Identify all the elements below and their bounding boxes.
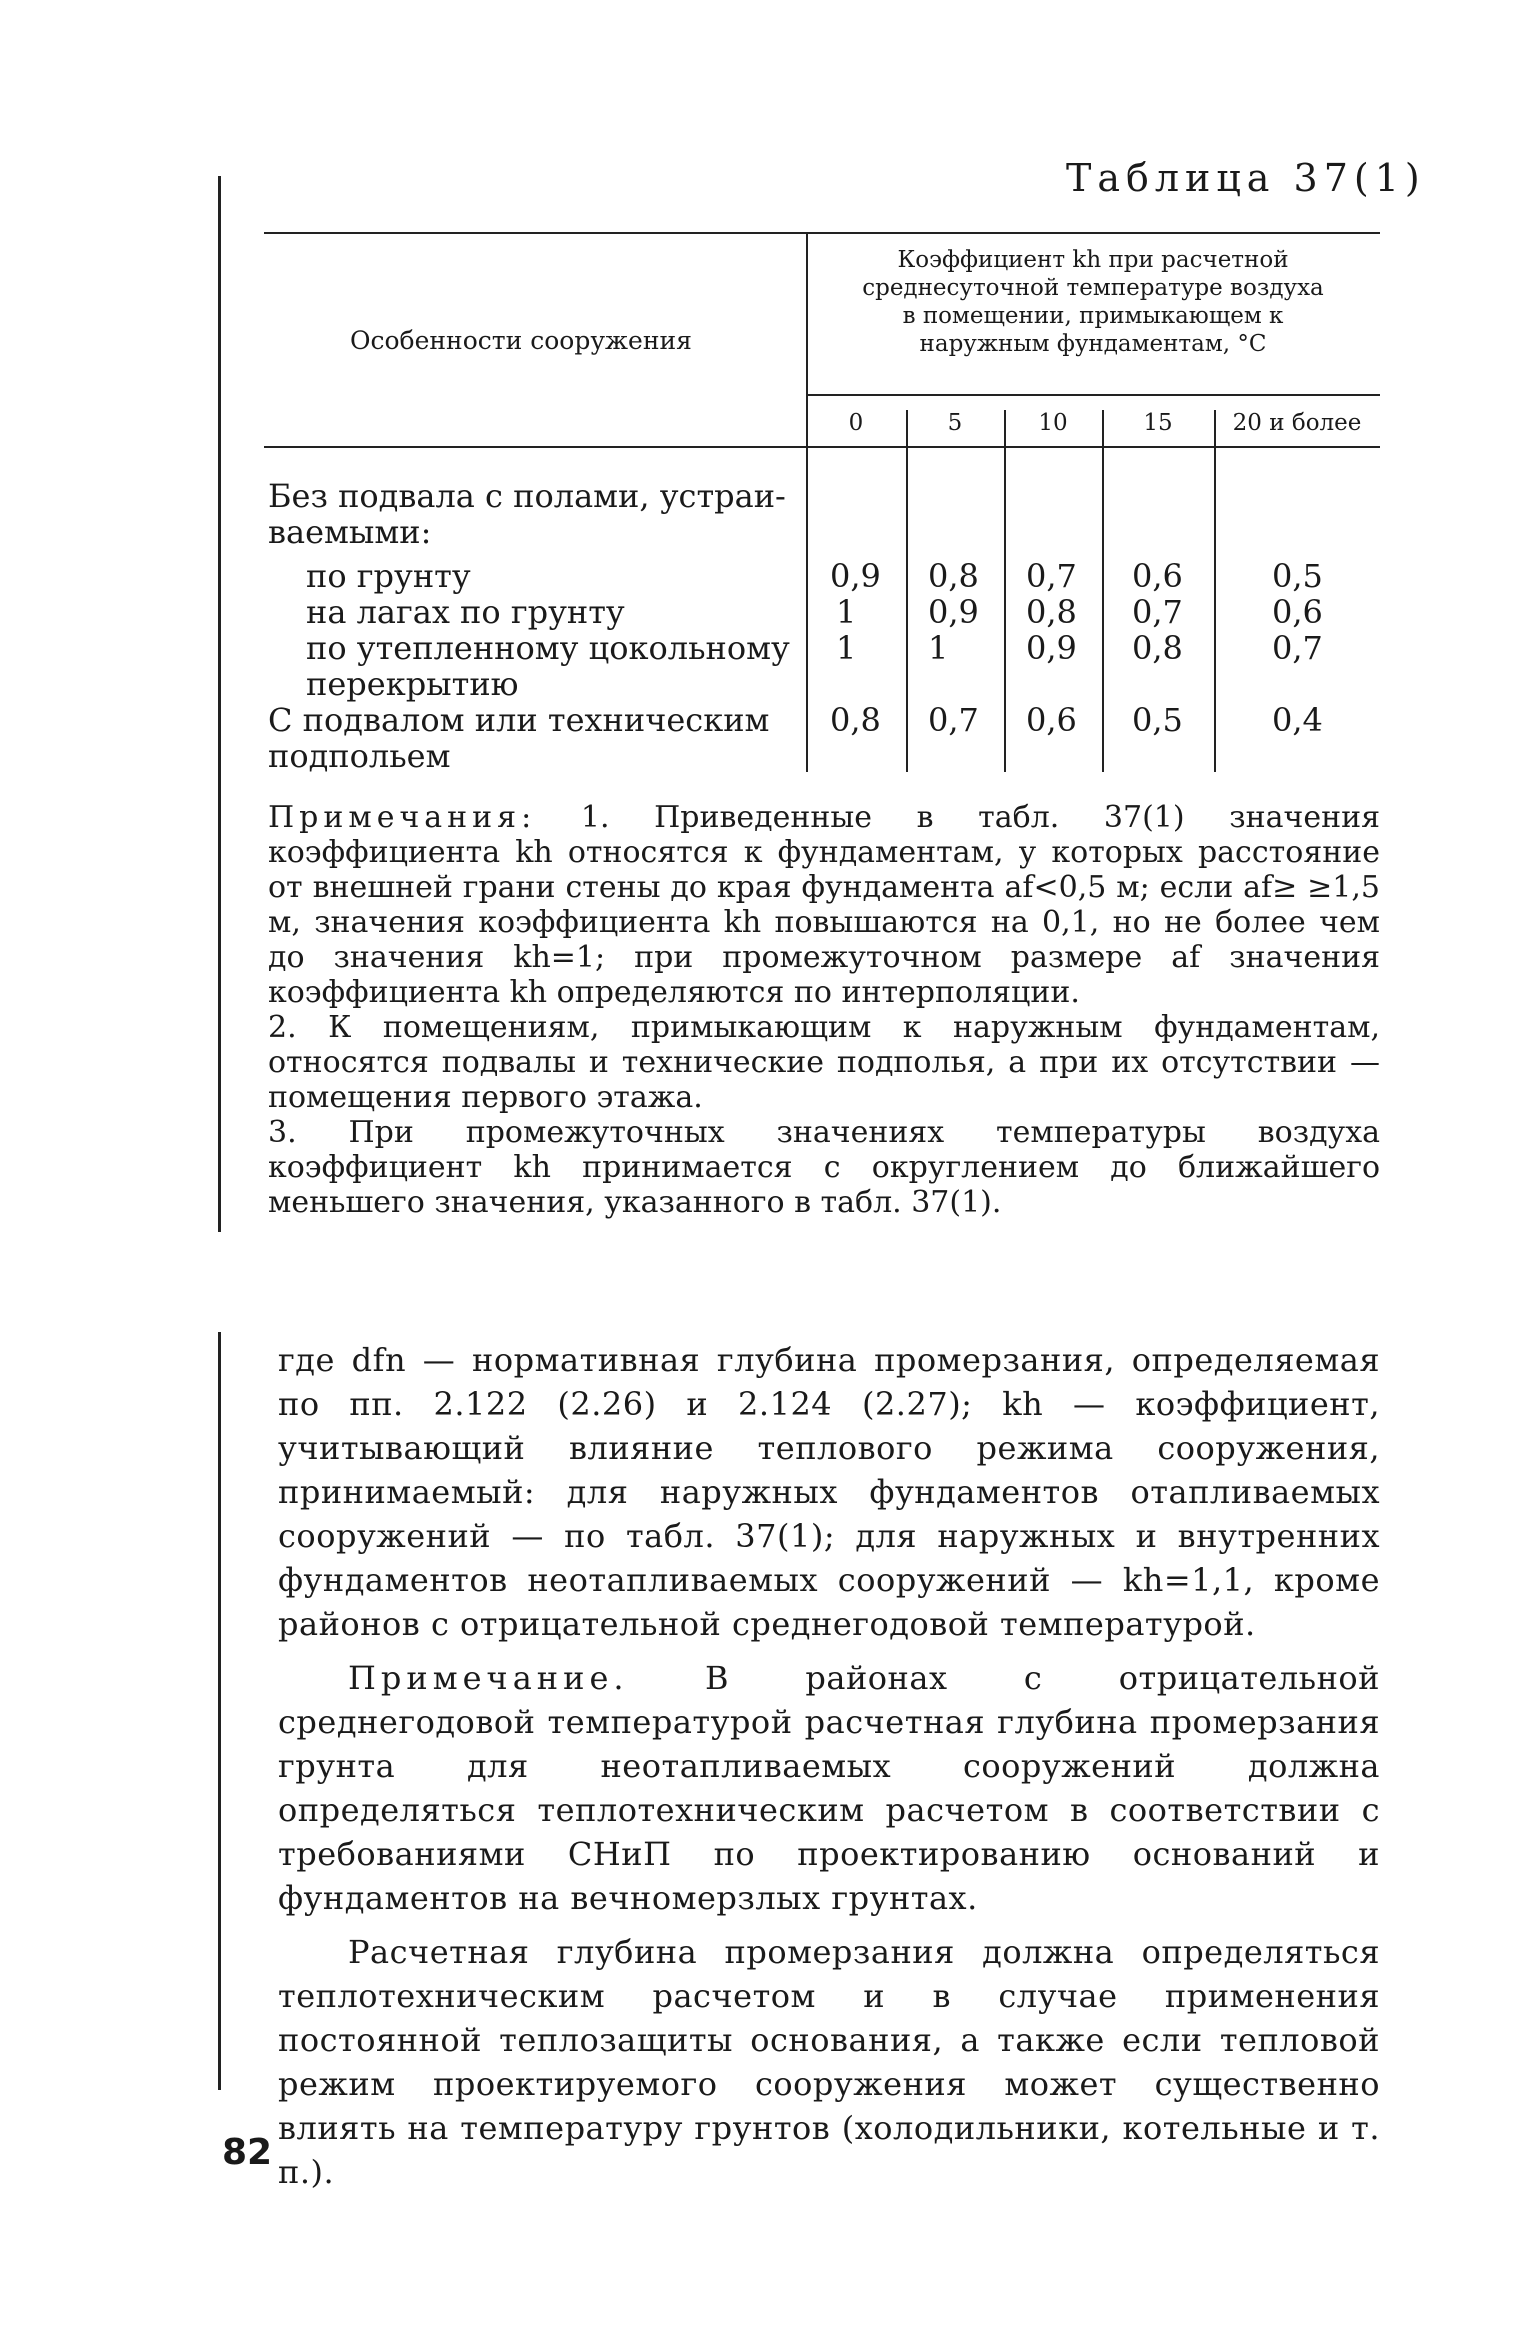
cell: 0,9 — [1026, 629, 1077, 667]
cell: 0,9 — [830, 557, 881, 595]
note-1 — [268, 800, 1380, 1010]
cell: 0,8 — [928, 557, 979, 595]
header-coef-line2: среднесуточной температуре воздуха — [862, 275, 1324, 301]
row-label: перекрытию — [306, 665, 519, 703]
header-feature: Особенности сооружения — [350, 326, 692, 355]
body-text — [278, 1338, 1380, 2194]
table-notes — [268, 800, 1380, 1220]
row-label: подпольем — [268, 737, 451, 775]
cell: 0,8 — [830, 701, 881, 739]
cell: 0,6 — [1272, 593, 1323, 631]
row-label: С подвалом или техническим — [268, 701, 770, 739]
cell: 0,6 — [1026, 701, 1077, 739]
table-header-rule — [264, 446, 1380, 448]
cell: 0,7 — [1272, 629, 1323, 667]
row-label: Без подвала с полами, устраи- — [268, 477, 786, 515]
col-divider-3 — [1004, 410, 1006, 772]
header-coef-line4: наружным фундаментам, °С — [919, 331, 1267, 357]
cell: 0,7 — [1026, 557, 1077, 595]
margin-bar-bottom — [218, 1332, 221, 2090]
cell: 0,8 — [1026, 593, 1077, 631]
cell: 1 — [928, 629, 949, 667]
table-top-rule — [264, 232, 1380, 234]
row-label: по утепленному цокольному — [306, 629, 790, 667]
header-coef-line3: в помещении, примыкающем к — [902, 303, 1284, 329]
table-caption: Таблица 37(1) — [1066, 156, 1426, 200]
cell: 0,5 — [1132, 701, 1183, 739]
note-text: В районах с отрицательной среднегодовой температурой расчетная глубина промерзания грунта для неотапливаемых сооружений должна определяться теплотехническим расчетом в соответствии с требованиями СНиП по проектированию оснований и фундаментов на вечномерзлых грунтах. — [278, 1659, 1380, 1917]
cell: 0,8 — [1132, 629, 1183, 667]
note-2: 2. К помещениям, примыкающим к наружным фундаментам, относятся подвалы и технические подполья, а при их отсутствии — помещения первого этажа. — [268, 1010, 1380, 1115]
cell: 1 — [836, 629, 857, 667]
temp-15: 15 — [1143, 410, 1173, 436]
col-divider-5 — [1214, 410, 1216, 772]
header-coef-line1: Коэффициент kh при расчетной — [897, 247, 1289, 273]
paragraph-3: Расчетная глубина промерзания должна определяться теплотехническим расчетом и в случае применения постоянной теплозащиты основания, а также если тепловой режим проектируемого сооружения может существенно влиять на температуру грунтов (холодильники, котельные и т. п.). — [278, 1933, 1380, 2191]
temp-20-and-more: 20 и более — [1232, 410, 1362, 436]
page-number: 82 — [222, 2132, 273, 2173]
cell: 0,7 — [1132, 593, 1183, 631]
row-label: по грунту — [306, 557, 471, 595]
paragraph-1: где dfn — нормативная глубина промерзания, определяемая по пп. 2.122 (2.26) и 2.124 (2.27); kh — коэффициент, учитывающий влияние теплового режима сооружения, принимаемый: для наружных фундаментов отапливаемых сооружений — по табл. 37(1); для наружных и внутренних фундаментов неотапливаемых сооружений — kh=1,1, кроме районов с отрицательной среднегодовой температурой. — [278, 1341, 1380, 1643]
note-3: 3. При промежуточных значениях температуры воздуха коэффициент kh принимается с округлением до ближайшего меньшего значения, указанного в табл. 37(1). — [268, 1115, 1380, 1220]
cell: 0,9 — [928, 593, 979, 631]
notes-heading: Примечания: — [268, 800, 537, 835]
header-coefficient — [806, 246, 1380, 358]
cell: 0,7 — [928, 701, 979, 739]
note-1-text: 1. Приведенные в табл. 37(1) значения коэффициента kh относятся к фундаментам, у которых расстояние от внешней грани стены до края фундамента af<0,5 м; если af≥ ≥1,5 м, значения коэффициента kh повышаются на 0,1, но не более чем до значения kh=1; при промежуточном размере af значения коэффициента kh определяются по интерполяции. — [268, 800, 1380, 1010]
temp-5: 5 — [947, 410, 963, 436]
row-label: на лагах по грунту — [306, 593, 625, 631]
table-sub-rule — [806, 394, 1380, 396]
cell: 0,6 — [1132, 557, 1183, 595]
row-label: ваемыми: — [268, 513, 432, 551]
temp-0: 0 — [848, 410, 864, 436]
cell: 0,4 — [1272, 701, 1323, 739]
cell: 0,5 — [1272, 557, 1323, 595]
col-divider-4 — [1102, 410, 1104, 772]
note-heading: Примечание. — [348, 1659, 629, 1697]
col-divider-2 — [906, 410, 908, 772]
temp-10: 10 — [1038, 410, 1068, 436]
paragraph-2 — [278, 1656, 1380, 1920]
cell: 1 — [836, 593, 857, 631]
margin-bar-top — [218, 176, 221, 1232]
